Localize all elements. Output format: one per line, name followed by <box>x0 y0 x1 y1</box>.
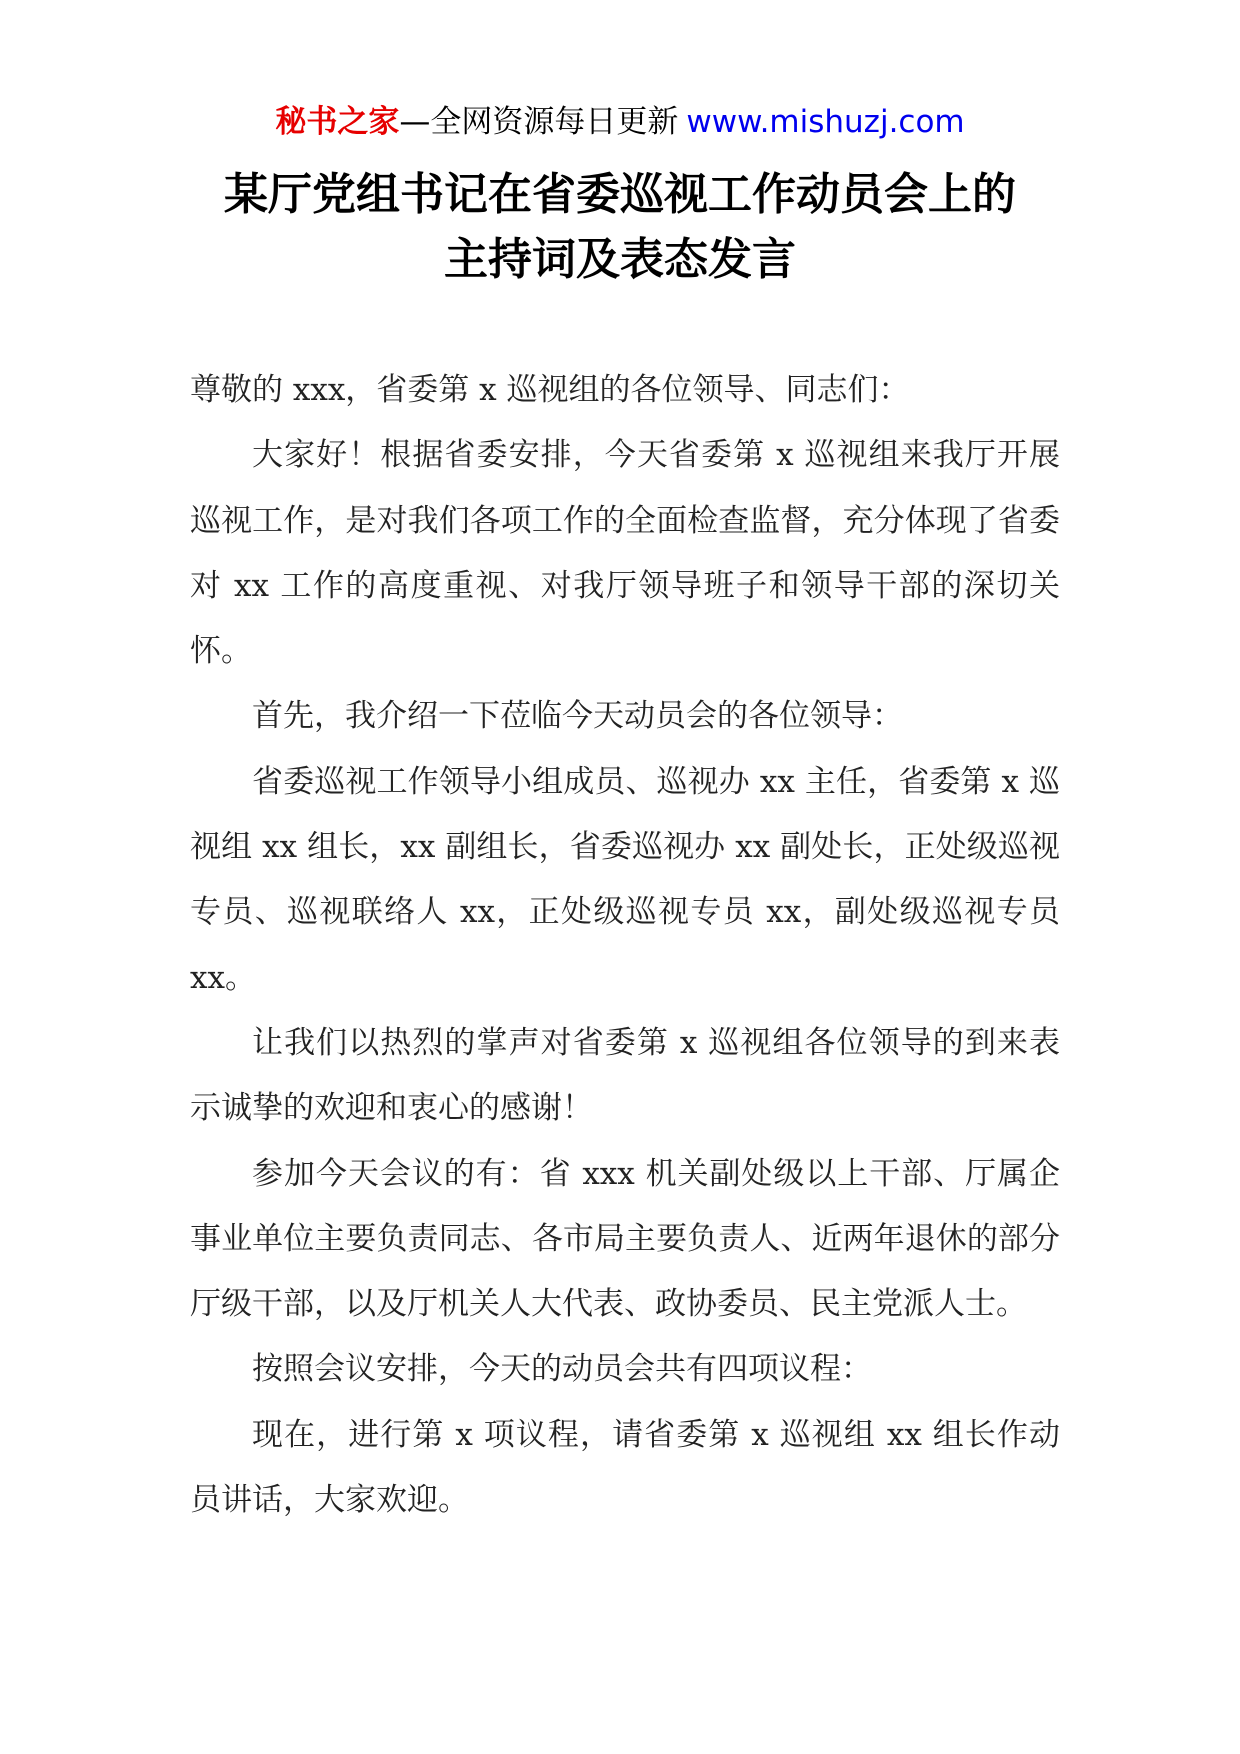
site-url-link[interactable]: www.mishuzj.com <box>686 104 965 140</box>
site-tagline: —全网资源每日更新 <box>399 104 679 140</box>
document-title <box>120 162 1120 292</box>
body-paragraph: 参加今天会议的有：省 xxx 机关副处级以上干部、厅属企事业单位主要负责同志、各市局主要负责人、近两年退休的部分厅级干部，以及厅机关人大代表、政协委员、民主党派人士。 <box>190 1155 1060 1323</box>
title-line-2: 主持词及表态发言 <box>444 234 796 285</box>
body-paragraph: 首先，我介绍一下莅临今天动员会的各位领导： <box>252 698 903 735</box>
site-name: 秘书之家 <box>275 104 400 140</box>
body-paragraph: 让我们以热烈的掌声对省委第 x 巡视组各位领导的到来表示诚挚的欢迎和衷心的感谢！ <box>190 1024 1060 1127</box>
body-paragraph: 省委巡视工作领导小组成员、巡视办 xx 主任，省委第 x 巡视组 xx 组长，xx 副组长，省委巡视办 xx 副处长，正处级巡视专员、巡视联络人 xx，正处级巡视专员 xx，副处级巡视专员 xx。 <box>190 763 1060 996</box>
title-line-1: 某厅党组书记在省委巡视工作动员会上的 <box>224 169 1016 220</box>
body-paragraph: 大家好！根据省委安排，今天省委第 x 巡视组来我厅开展巡视工作，是对我们各项工作的全面检查监督，充分体现了省委对 xx 工作的高度重视、对我厅领导班子和领导干部的深切关怀。 <box>190 437 1060 670</box>
body-paragraph: 现在，进行第 x 项议程，请省委第 x 巡视组 xx 组长作动员讲话，大家欢迎。 <box>190 1416 1060 1519</box>
document-body <box>190 358 1060 1533</box>
body-paragraph: 按照会议安排，今天的动员会共有四项议程： <box>252 1351 872 1388</box>
site-header <box>0 102 1240 142</box>
salutation-paragraph: 尊敬的 xxx，省委第 x 巡视组的各位领导、同志们： <box>190 372 910 408</box>
